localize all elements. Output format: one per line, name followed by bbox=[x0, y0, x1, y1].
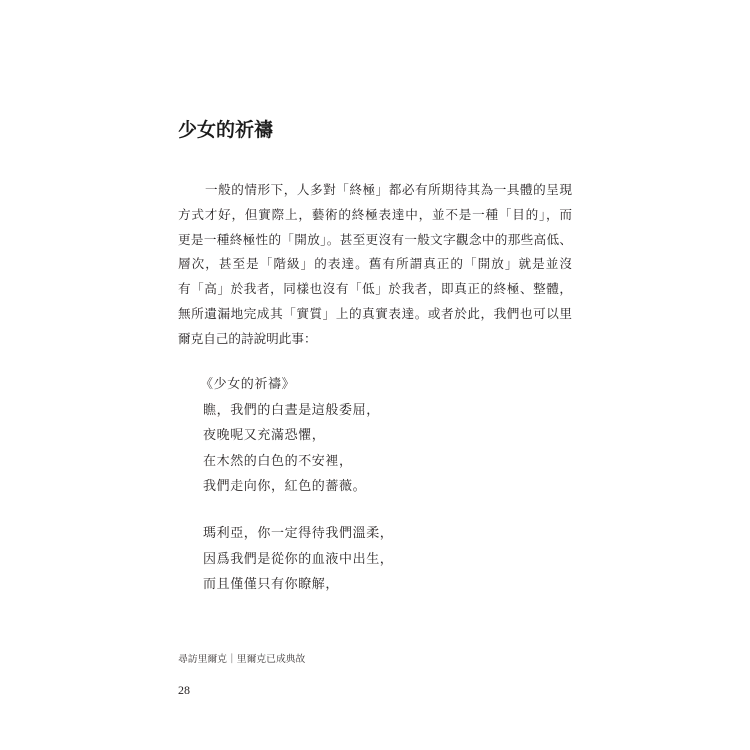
poem-line: 瑪利亞，你一定得待我們溫柔， bbox=[203, 526, 394, 541]
poem-stanza bbox=[200, 372, 463, 500]
page-number: 28 bbox=[178, 683, 190, 697]
poem-line: 在木然的白色的不安裡， bbox=[203, 453, 353, 469]
paragraph-line: 一般的情形下，人多對「終極」都必有所期待其為一具體的呈現 bbox=[205, 182, 572, 197]
chapter-title: 少女的祈禱 bbox=[178, 119, 274, 141]
paragraph-line: 更是一種終極性的「開放」。甚至更沒有一般文字觀念中的那些高低、 bbox=[178, 231, 572, 247]
body-paragraph bbox=[178, 178, 572, 352]
poem-line: 因爲我們是從你的血液中出生， bbox=[203, 551, 394, 567]
paragraph-line: 層次，甚至是「階級」的表達。舊有所謂真正的「開放」就是並沒 bbox=[178, 256, 572, 272]
poem-line: 而且僅僅只有你瞭解， bbox=[203, 577, 340, 592]
running-footer-title: 尋訪里爾克｜里爾克已成典故 bbox=[178, 654, 306, 665]
poem-title: 《少女的祈禱》 bbox=[200, 377, 296, 392]
poem-stanza bbox=[203, 521, 463, 598]
paragraph-line: 爾克自己的詩說明此事： bbox=[178, 330, 317, 346]
paragraph-line: 無所遺漏地完成其「實質」上的真實表達。或者於此，我們也可以里 bbox=[178, 305, 572, 321]
poem-line: 瞧，我們的白晝是這般委屈， bbox=[203, 402, 380, 418]
poem-line: 夜晚呢又充滿恐懼， bbox=[203, 428, 326, 443]
paragraph-line: 方式才好，但實際上，藝術的終極表達中，並不是一種「目的」，而 bbox=[178, 206, 572, 222]
paragraph-line: 有「高」於我者，同樣也沒有「低」於我者，即真正的終極、整體， bbox=[178, 281, 572, 297]
poem-line: 我們走向你，紅色的薔薇。 bbox=[203, 479, 367, 494]
